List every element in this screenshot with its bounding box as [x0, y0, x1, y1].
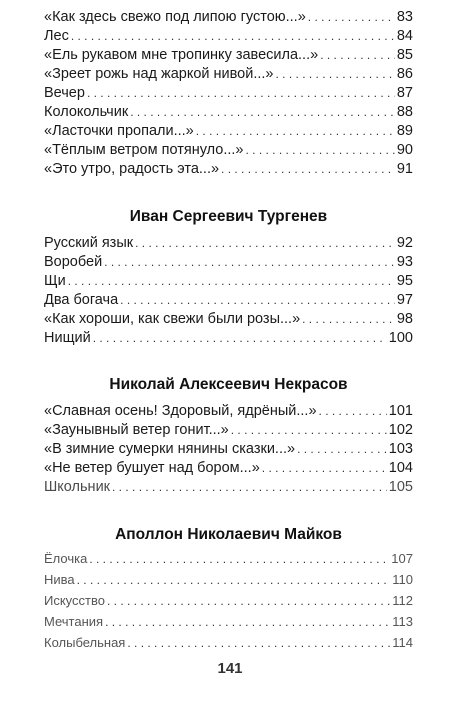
entry-page: 83 [396, 9, 413, 25]
entry-page: 104 [388, 460, 413, 476]
dot-leader [127, 634, 390, 653]
entry-title: «Как здесь свежо под липою густою...» [44, 9, 306, 25]
dot-leader [104, 253, 395, 272]
entry-page: 93 [396, 254, 413, 270]
toc-entry [44, 633, 413, 652]
dot-leader [93, 329, 387, 348]
entry-title: «Зреет рожь над жаркой нивой...» [44, 66, 274, 82]
page-number: 141 [217, 660, 243, 677]
entry-title: Колыбельная [44, 635, 126, 650]
toc-entry [44, 122, 413, 141]
toc-entry [44, 65, 413, 84]
entry-page: 86 [396, 66, 413, 82]
toc-entry [44, 8, 413, 27]
toc-entry [44, 549, 413, 568]
dot-leader [320, 46, 395, 65]
toc-entry [44, 141, 413, 160]
toc-entry [44, 291, 413, 310]
entry-title: Два богача [44, 292, 119, 308]
toc-entry [44, 27, 413, 46]
toc-entry [44, 272, 413, 291]
toc-entry [44, 234, 413, 253]
dot-leader [276, 65, 395, 84]
toc-entry [44, 591, 413, 610]
entry-title: Колокольчик [44, 104, 129, 120]
dot-leader [297, 440, 387, 459]
entry-page: 110 [392, 572, 413, 587]
entry-title: «Ель рукавом мне тропинку завесила...» [44, 47, 319, 63]
entry-page: 103 [388, 441, 413, 457]
entry-title: «Тёплым ветром потянуло...» [44, 142, 244, 158]
entry-page: 88 [396, 104, 413, 120]
entry-title: «Не ветер бушует над бором...» [44, 460, 260, 476]
dot-leader [130, 103, 395, 122]
dot-leader [221, 160, 395, 179]
entry-page: 97 [396, 292, 413, 308]
dot-leader [107, 592, 390, 611]
author-heading: Иван Сергеевич Тургенев [129, 208, 328, 225]
entry-page: 114 [392, 635, 413, 650]
entry-title: Искусство [44, 593, 105, 608]
entry-title: Мечтания [44, 614, 104, 629]
entry-page: 112 [392, 593, 413, 608]
author-heading: Николай Алексеевич Некрасов [109, 376, 348, 393]
entry-title: «Заунывный ветер гонит...» [44, 422, 229, 438]
dot-leader [302, 310, 395, 329]
entry-title: Щи [44, 273, 66, 289]
dot-leader [112, 478, 387, 497]
entry-title: «Это утро, радость эта...» [44, 161, 220, 177]
entry-page: 91 [396, 161, 413, 177]
entry-title: Лес [44, 28, 69, 44]
toc-entry [44, 459, 413, 478]
entry-page: 113 [392, 614, 413, 629]
entry-page: 90 [396, 142, 413, 158]
entry-title: «Ласточки пропали...» [44, 123, 194, 139]
toc-entry [44, 84, 413, 103]
toc-entry [44, 421, 413, 440]
dot-leader [120, 291, 395, 310]
dot-leader [262, 459, 387, 478]
entry-page: 92 [396, 235, 413, 251]
toc-entry [44, 478, 413, 497]
dot-leader [68, 272, 395, 291]
dot-leader [71, 27, 395, 46]
entry-title: Нива [44, 572, 75, 587]
dot-leader [231, 421, 387, 440]
toc-entry [44, 310, 413, 329]
dot-leader [105, 613, 390, 632]
toc-entry [44, 103, 413, 122]
entry-title: «В зимние сумерки нянины сказки...» [44, 441, 296, 457]
entry-title: Вечер [44, 85, 85, 101]
dot-leader [87, 84, 395, 103]
entry-title: Русский язык [44, 235, 134, 251]
dot-leader [89, 550, 389, 569]
toc-entry [44, 570, 413, 589]
entry-page: 102 [388, 422, 413, 438]
entry-page: 101 [388, 403, 413, 419]
entry-page: 87 [396, 85, 413, 101]
dot-leader [245, 141, 394, 160]
toc-entry [44, 440, 413, 459]
toc-entry [44, 402, 413, 421]
entry-page: 85 [396, 47, 413, 63]
author-heading: Аполлон Николаевич Майков [115, 526, 342, 543]
entry-title: Ёлочка [44, 551, 88, 566]
toc-entry [44, 329, 413, 348]
entry-page: 107 [391, 551, 413, 566]
entry-page: 100 [388, 330, 413, 346]
toc-entry [44, 612, 413, 631]
entry-page: 95 [396, 273, 413, 289]
dot-leader [319, 402, 387, 421]
dot-leader [308, 8, 395, 27]
entry-title: Школьник [44, 479, 111, 495]
entry-page: 84 [396, 28, 413, 44]
entry-page: 105 [388, 479, 413, 495]
dot-leader [77, 571, 391, 590]
dot-leader [135, 234, 395, 253]
toc-entry [44, 253, 413, 272]
entry-title: «Как хороши, как свежи были розы...» [44, 311, 301, 327]
entry-title: Воробей [44, 254, 103, 270]
entry-title: Нищий [44, 330, 91, 346]
entry-title: «Славная осень! Здоровый, ядрёный...» [44, 403, 317, 419]
dot-leader [196, 122, 395, 141]
toc-entry [44, 160, 413, 179]
toc-entry [44, 46, 413, 65]
entry-page: 98 [396, 311, 413, 327]
entry-page: 89 [396, 123, 413, 139]
